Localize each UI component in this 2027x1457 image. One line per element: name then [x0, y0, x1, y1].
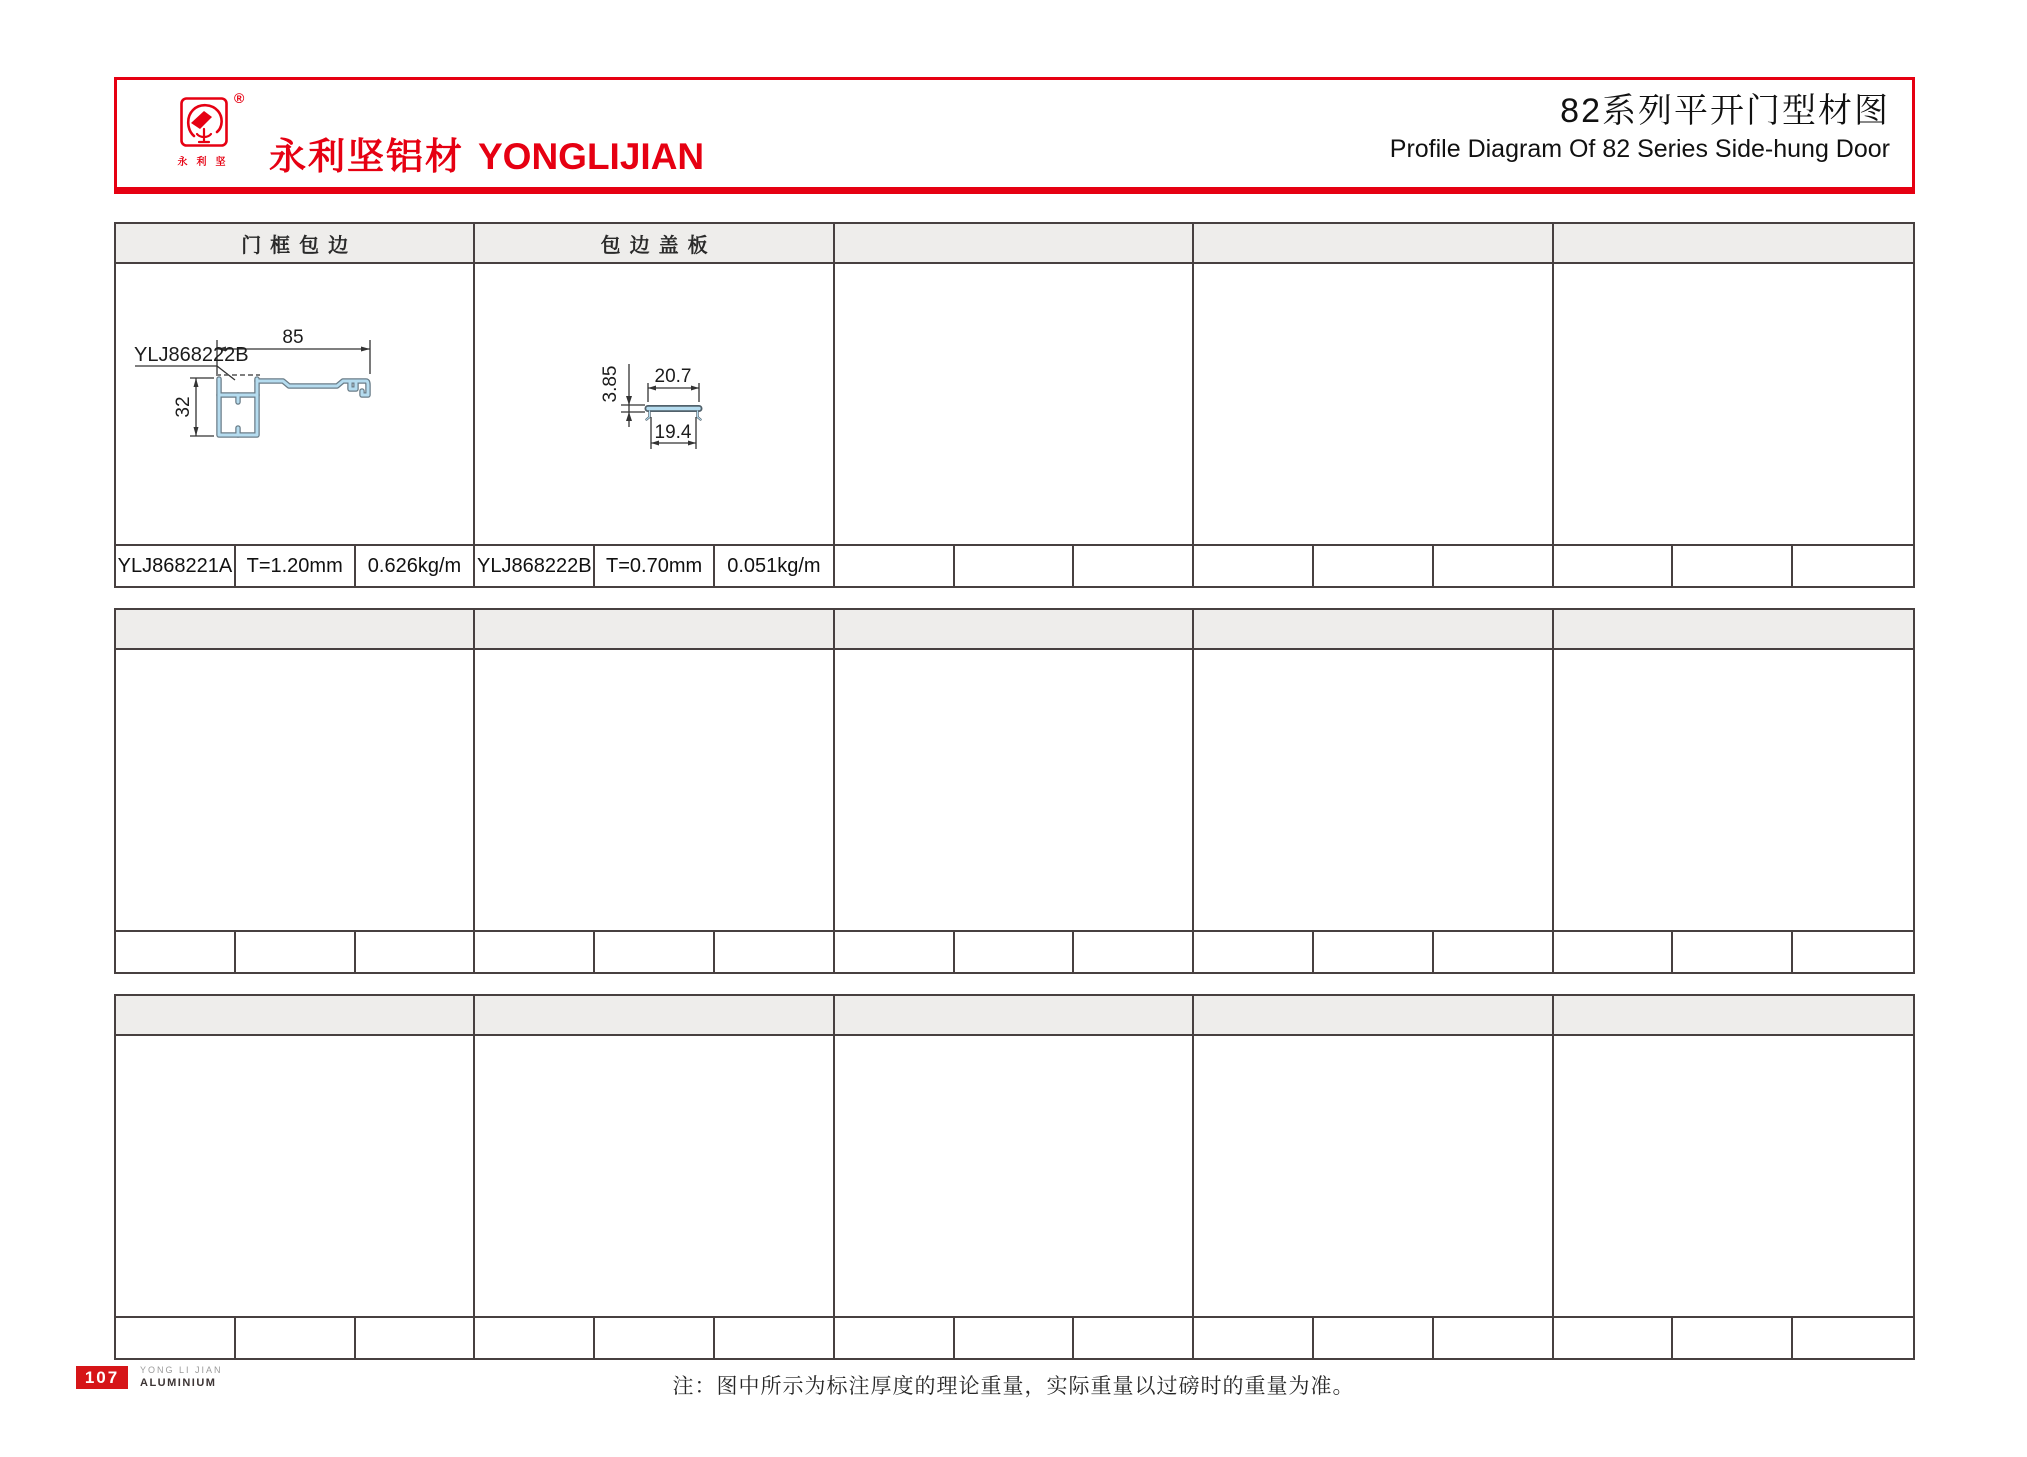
column-header — [1554, 610, 1913, 648]
table-header-row — [116, 224, 1913, 264]
label-cell — [1793, 932, 1913, 972]
label-cell — [1673, 546, 1793, 586]
label-cell — [1074, 1318, 1194, 1358]
drawing-row — [116, 1036, 1913, 1318]
registered-trademark: ® — [234, 90, 245, 106]
profile-table-1 — [114, 222, 1915, 588]
label-cell — [475, 1318, 595, 1358]
label-cell — [595, 1318, 715, 1358]
yonglijian-logo-icon — [180, 97, 228, 147]
label-cell — [1434, 1318, 1554, 1358]
label-cell — [356, 932, 476, 972]
page-subtitle: Profile Diagram Of 82 Series Side-hung Door — [1389, 135, 1890, 163]
label-cell — [1673, 1318, 1793, 1358]
door-frame-profile-drawing — [116, 264, 475, 544]
label-cell — [835, 932, 955, 972]
column-header — [1194, 224, 1553, 262]
cover-plate-profile-shape — [647, 409, 701, 420]
label-cell — [236, 932, 356, 972]
label-cell-code: YLJ868222B — [475, 546, 595, 586]
drawing-cell-empty — [1554, 1036, 1913, 1316]
label-row — [116, 546, 1913, 586]
drawing-cell-empty — [835, 1036, 1194, 1316]
label-cell — [715, 932, 835, 972]
dim-bottom-width: 19.4 — [654, 422, 692, 443]
label-cell — [1074, 932, 1194, 972]
label-cell — [1194, 546, 1314, 586]
drawing-cell-empty — [116, 650, 475, 930]
table-header-row — [116, 996, 1913, 1036]
column-header — [1194, 996, 1553, 1034]
label-cell — [356, 1318, 476, 1358]
column-header: 包边盖板 — [475, 224, 834, 262]
page-number-badge: 107 — [76, 1366, 128, 1389]
label-cell-weight: 0.051kg/m — [715, 546, 835, 586]
column-header — [475, 996, 834, 1034]
label-cell — [1194, 932, 1314, 972]
label-cell — [1793, 1318, 1913, 1358]
profile-table-3 — [114, 994, 1915, 1360]
label-cell-thickness: T=0.70mm — [595, 546, 715, 586]
table-header-row — [116, 610, 1913, 650]
column-header — [1194, 610, 1553, 648]
label-cell — [1314, 932, 1434, 972]
label-cell — [1554, 1318, 1674, 1358]
footer-brand-name: YONG LI JIAN — [140, 1365, 223, 1375]
logo-caption: 永利坚 — [177, 157, 235, 168]
brand-name-en: YONGLIJIAN — [478, 136, 705, 177]
label-cell — [1314, 546, 1434, 586]
drawing-cell-empty — [1194, 264, 1553, 544]
profile-table-2 — [114, 608, 1915, 974]
label-cell — [835, 1318, 955, 1358]
dim-height: 32 — [173, 396, 194, 418]
column-header: 门框包边 — [116, 224, 475, 262]
dim-top-width: 20.7 — [654, 366, 692, 387]
column-header — [1554, 996, 1913, 1034]
label-cell — [955, 932, 1075, 972]
label-cell-thickness: T=1.20mm — [236, 546, 356, 586]
drawing-cell-empty — [1194, 650, 1553, 930]
label-cell — [1673, 932, 1793, 972]
label-cell — [1434, 932, 1554, 972]
column-header — [475, 610, 834, 648]
page-header — [114, 77, 1915, 194]
brand-name-cn: 永利坚铝材 — [269, 136, 464, 177]
label-cell — [1194, 1318, 1314, 1358]
drawing-cell-empty — [116, 1036, 475, 1316]
drawing-cell-empty — [1554, 264, 1913, 544]
label-cell-weight: 0.626kg/m — [356, 546, 476, 586]
cover-plate-profile-drawing — [475, 264, 834, 544]
label-cell — [715, 1318, 835, 1358]
label-cell — [116, 1318, 236, 1358]
title-block — [1390, 89, 1890, 166]
drawing-row — [116, 264, 1913, 546]
drawing-cell-empty — [1554, 650, 1913, 930]
drawing-cell-empty — [1194, 1036, 1553, 1316]
label-cell — [1554, 932, 1674, 972]
label-cell — [236, 1318, 356, 1358]
column-header — [835, 224, 1194, 262]
label-cell — [595, 932, 715, 972]
column-header — [1554, 224, 1913, 262]
column-header — [835, 996, 1194, 1034]
label-cell — [1554, 546, 1674, 586]
drawing-cell-door-frame — [116, 264, 475, 544]
label-cell — [1434, 546, 1554, 586]
label-cell — [835, 546, 955, 586]
footer-note: 注：图中所示为标注厚度的理论重量，实际重量以过磅时的重量为准。 — [672, 1375, 1355, 1398]
label-cell — [1793, 546, 1913, 586]
column-header — [116, 610, 475, 648]
label-row — [116, 1318, 1913, 1358]
label-cell — [1314, 1318, 1434, 1358]
drawing-cell-empty — [475, 1036, 834, 1316]
drawing-cell-empty — [835, 264, 1194, 544]
page-title: 82系列平开门型材图 — [1560, 92, 1890, 130]
drawing-cell-empty — [835, 650, 1194, 930]
column-header — [835, 610, 1194, 648]
column-header — [116, 996, 475, 1034]
label-cell — [955, 546, 1075, 586]
label-cell — [1074, 546, 1194, 586]
drawing-cell-empty — [475, 650, 834, 930]
door-frame-profile-shape — [219, 379, 368, 435]
label-row — [116, 932, 1913, 972]
drawing-cell-cover-plate — [475, 264, 834, 544]
label-cell — [475, 932, 595, 972]
brand-line — [269, 126, 704, 180]
profile-callout-label: YLJ868222B — [134, 344, 249, 366]
label-cell — [116, 932, 236, 972]
label-cell-code: YLJ868221A — [116, 546, 236, 586]
footer-brand-aluminium: ALUMINIUM — [140, 1377, 217, 1389]
label-cell — [955, 1318, 1075, 1358]
dim-width: 85 — [282, 327, 304, 348]
drawing-row — [116, 650, 1913, 932]
dim-thickness: 3.85 — [600, 365, 622, 403]
